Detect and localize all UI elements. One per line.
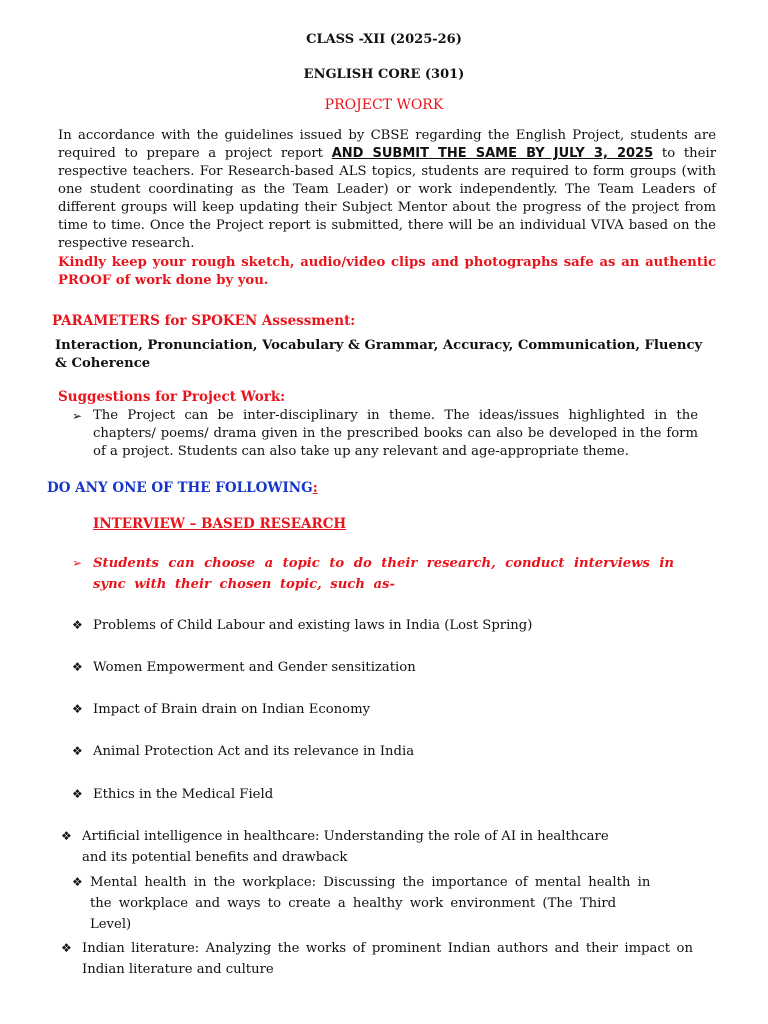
topic-item	[61, 938, 693, 980]
page-title: PROJECT WORK	[324, 97, 444, 113]
diamond-bullet-icon: ❖	[61, 829, 72, 843]
parameters-heading: PARAMETERS for SPOKEN Assessment:	[52, 313, 356, 329]
topic-item	[72, 615, 692, 636]
topic-item	[61, 826, 636, 868]
diamond-bullet-icon: ❖	[72, 787, 83, 801]
diamond-bullet-icon: ❖	[72, 875, 83, 889]
topic-text: Problems of Child Labour and existing laws in India (Lost Spring)	[93, 618, 533, 633]
diamond-bullet-icon: ❖	[72, 618, 83, 632]
intro-paragraph	[58, 127, 716, 253]
arrow-bullet-icon: ➢	[72, 409, 83, 423]
do-any-colon: :	[312, 480, 318, 496]
topic-item	[72, 657, 692, 678]
intro-text-end: to their respective teachers. For Research-based ALS topics, students are required to form groups (with one student coordinating as the Team Leader) or work independently. The Team Leaders of different groups will keep updating their Subject Mentor about the progress of the project from time to time. Once the Project report is submitted, there will be an individual VIVA based on the respective research.	[58, 146, 716, 251]
topic-text: Women Empowerment and Gender sensitization	[93, 660, 416, 675]
topic-text: Artificial intelligence in healthcare: Understanding the role of AI in healthcare and its potential benefits and drawback	[82, 829, 609, 865]
class-heading: CLASS -XII (2025-26)	[306, 32, 462, 47]
topic-text: Impact of Brain drain on Indian Economy	[93, 702, 371, 717]
subject-heading: ENGLISH CORE (301)	[303, 67, 465, 82]
parameters-list: Interaction, Pronunciation, Vocabulary & Grammar, Accuracy, Communication, Fluency & Coherence	[55, 338, 703, 371]
topic-item	[72, 872, 662, 935]
topic-text: Animal Protection Act and its relevance in India	[93, 744, 415, 759]
topic-item	[72, 741, 692, 762]
interview-instruction	[72, 553, 674, 595]
instruction-text: Students can choose a topic to do their research, conduct interviews in sync with their chosen topic, such as-	[93, 556, 674, 592]
diamond-bullet-icon: ❖	[72, 702, 83, 716]
diamond-bullet-icon: ❖	[61, 941, 72, 955]
diamond-bullet-icon: ❖	[72, 660, 83, 674]
proof-warning: Kindly keep your rough sketch, audio/video clips and photographs safe as an authentic PROOF of work done by you.	[58, 255, 716, 288]
suggestion-item	[72, 407, 698, 461]
suggestions-heading: Suggestions for Project Work:	[58, 389, 286, 405]
arrow-bullet-icon: ➢	[72, 556, 83, 570]
suggestion-text: The Project can be inter-disciplinary in theme. The ideas/issues highlighted in the chapters/ poems/ drama given in the prescribed books can also be developed in the form of a project. Students can also take up any relevant and age-appropriate theme.	[93, 408, 698, 459]
do-any-label: DO ANY ONE OF THE FOLLOWING	[47, 480, 313, 496]
topic-text: Ethics in the Medical Field	[93, 787, 274, 802]
topic-item	[72, 699, 692, 720]
diamond-bullet-icon: ❖	[72, 744, 83, 758]
topic-text: Mental health in the workplace: Discussing the importance of mental health in the workplace and ways to create a healthy work environment (The Third Level)	[90, 875, 651, 932]
submission-deadline: AND SUBMIT THE SAME BY JULY 3, 2025	[331, 146, 654, 161]
topic-text: Indian literature: Analyzing the works of prominent Indian authors and their impact on Indian literature and culture	[82, 941, 693, 977]
do-any-heading	[47, 480, 318, 496]
topic-item	[72, 784, 692, 805]
intro-text-start: In accordance with the guidelines issued by CBSE regarding the English Project, students are required to prepare a project report	[58, 128, 716, 161]
interview-heading: INTERVIEW – BASED RESEARCH	[93, 516, 347, 532]
